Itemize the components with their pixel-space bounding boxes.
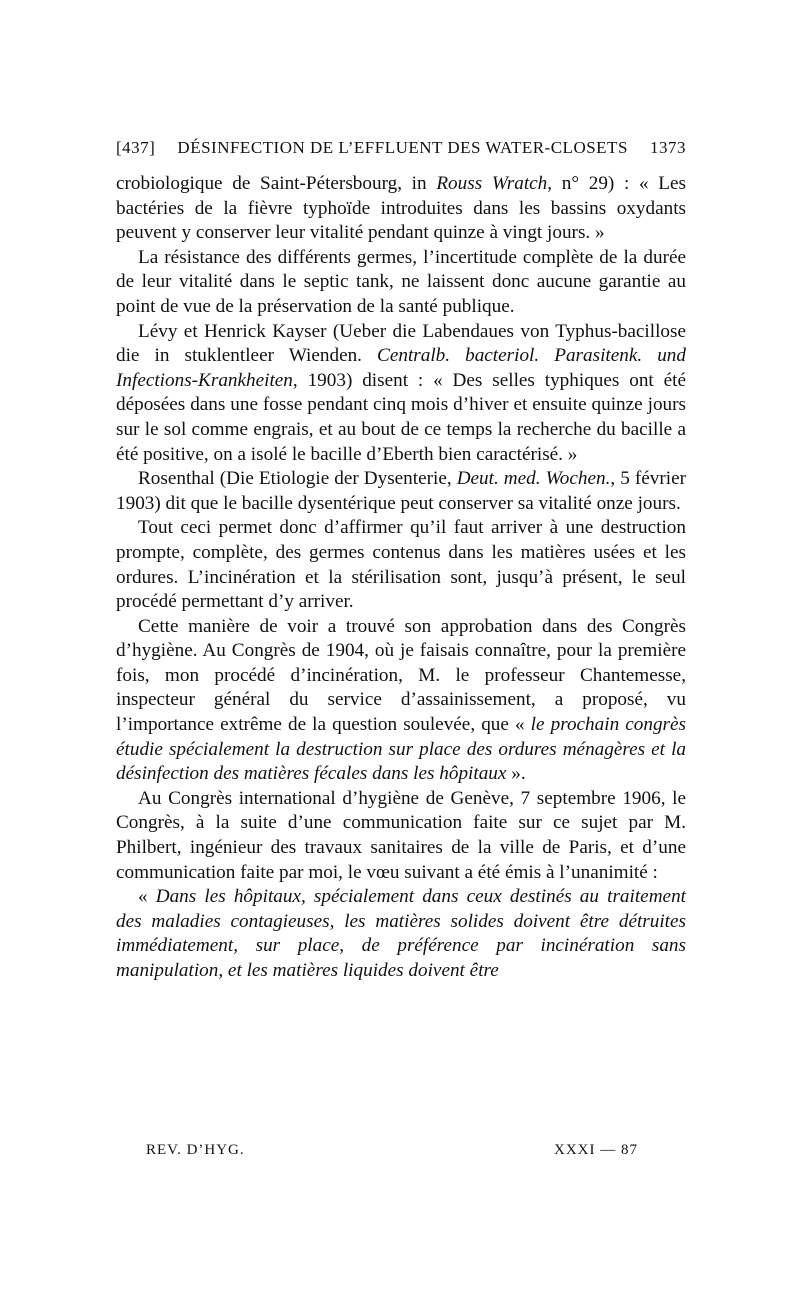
text-segment: Lévy et Henrick Kayser (Ueber die Labendaues von Typhus-bacillose die in stuklentleer Wienden.: [116, 320, 686, 367]
body-text: [116, 172, 686, 984]
italic-text: Dans les hôpitaux, spécialement dans ceux destinés au traitement des maladies contagieuses, les matières solides doivent être détruites immédiatement, sur place, de préférence par incinération sans manipulation, et les matières liquides doivent être: [116, 886, 686, 981]
italic-text: le prochain congrès étudie spécialement la destruction sur place des ordures ménagères et la désinfection des matières fécales dans les hôpitaux: [116, 714, 687, 785]
running-title: DÉSINFECTION DE L’EFFLUENT DES WATER-CLOSETS: [177, 138, 628, 157]
text-segment: , n° 29) : « Les bactéries de la fièvre typhoïde introduites dans les bassins oxydants peuvent y conserver leur vitalité pendant quinze à vingt jours. »: [116, 173, 686, 244]
text-segment: Au Congrès international d’hygiène de Genève, 7 septembre 1906, le Congrès, à la suite d’une communication faite sur ce sujet par M. Philbert, ingénieur des travaux sanitaires de la ville de Paris, et d’une communication faite par moi, le vœu suivant a été émis à l’unanimité :: [116, 787, 686, 883]
text-segment: Tout ceci permet donc d’affirmer qu’il faut arriver à une destruction prompte, complète, des germes contenus dans les matières usées et les ordures. L’incinération et la stérilisation sont, jusqu’à présent, le seul procédé permettant d’y arriver.: [116, 517, 686, 613]
text-segment: La résistance des différents germes, l’incertitude complète de la durée de leur vitalité dans le septic tank, ne laissent donc aucune garantie au point de vue de la préservation de la santé publique.: [116, 246, 686, 317]
signature-mark: XXXI — 87: [554, 1142, 638, 1158]
page: [116, 138, 686, 984]
page-reference: [437]: [116, 138, 156, 157]
paragraph: [116, 320, 686, 468]
text-segment: , 1903) disent : « Des selles typhiques ont été déposées dans une fosse pendant cinq mois d’hiver et ensuite quinze jours sur le sol comme engrais, et au bout de ce temps la recherche du bacille a été positive, on a isolé le bacille d’Eberth bien caractérisé. »: [116, 369, 686, 465]
text-segment: ».: [506, 763, 526, 785]
page-number: 1373: [650, 138, 686, 157]
paragraph: [116, 467, 686, 516]
italic-text: Rouss Wratch: [436, 173, 548, 194]
italic-text: Centralb. bacteriol. Parasitenk. und Infections-Krankheiten: [116, 345, 686, 391]
text-segment: «: [138, 886, 156, 908]
paragraph: [116, 172, 686, 246]
running-head: [116, 138, 686, 158]
paragraph: [116, 246, 686, 320]
text-segment: Rosenthal (Die Etiologie der Dysenterie,: [138, 468, 457, 490]
journal-abbreviation: REV. D’HYG.: [146, 1142, 245, 1158]
page-footer: [146, 1142, 638, 1159]
text-segment: , 5 février 1903) dit que le bacille dysentérique peut conserver sa vitalité onze jours.: [116, 468, 686, 514]
text-segment: crobiologique de Saint-Pétersbourg, in: [116, 173, 437, 194]
text-segment: Cette manière de voir a trouvé son approbation dans des Congrès d’hygiène. Au Congrès de 1904, où je faisais connaître, pour la première fois, mon procédé d’incinération, M. le professeur Chantemesse, inspecteur général du service d’assainissement, a proposé, vu l’importance extrême de la question soulevée, que «: [116, 615, 686, 736]
paragraph: [116, 516, 686, 614]
paragraph: [116, 615, 686, 787]
paragraph: [116, 885, 686, 983]
paragraph: [116, 787, 686, 885]
italic-text: Deut. med. Wochen.: [456, 468, 611, 490]
